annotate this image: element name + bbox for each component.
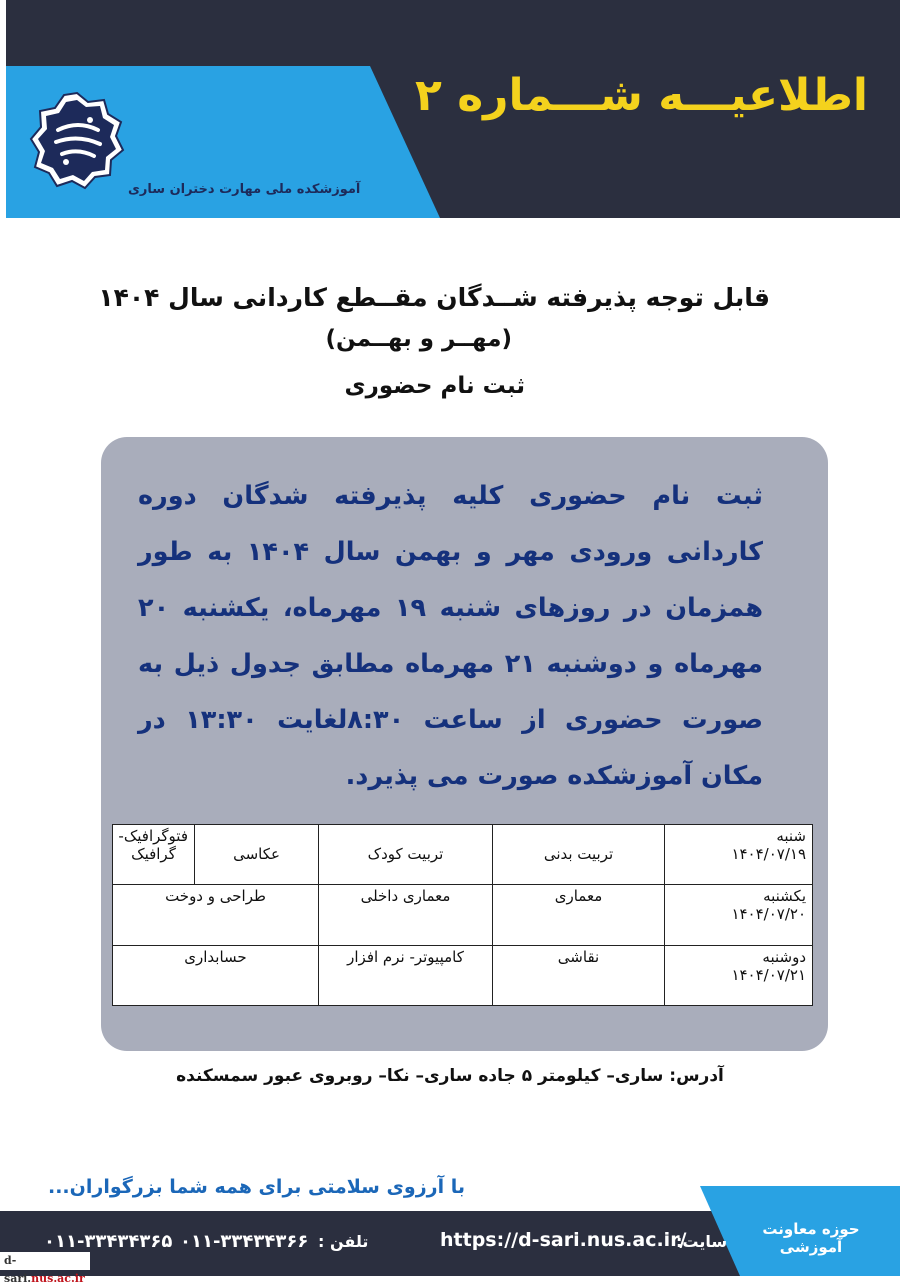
major-name: عکاسی [233,845,280,863]
major-cell [319,945,493,1005]
major-cell [493,945,665,1005]
office-name: حوزه معاونت آموزشی [762,1220,860,1256]
day-name: دوشنبه [762,947,806,966]
site-label: سایت: [676,1232,728,1251]
schedule-table [112,824,813,1006]
heading-admitted: قابل توجه پذیرفته شــدگان مقــطع کاردانی سال ۱۴۰۴ [98,283,770,312]
address: آدرس: ساری– کیلومتر ۵ جاده ساری– نکا– روبروی عبور سمسکنده [176,1066,724,1086]
major-cell [195,825,319,885]
major-cell [113,825,195,885]
university-logo-icon [28,90,126,190]
watermark-suffix: nus.ac.ir [31,1272,85,1285]
major-name: حسابداری [184,947,247,966]
site-link[interactable]: https://d-sari.nus.ac.ir/ [440,1229,687,1251]
major-name: معماری [554,887,603,906]
heading-registration: ثبت نام حضوری [344,373,525,399]
day-date: ۱۴۰۴/۰۷/۱۹ [731,845,806,863]
major-name: تربیت بدنی [543,845,614,863]
phone-number-2: ۰۱۱-۳۳۴۳۴۳۶۵ [44,1231,173,1252]
major-name: نقاشی [557,947,600,966]
major-cell [319,825,493,885]
day-date: ۱۴۰۴/۰۷/۲۰ [731,905,806,924]
major-name: تربیت کودک [367,845,444,863]
announcement-title: اطلاعیـــه شـــماره ۲ [415,70,868,121]
major-cell [493,885,665,945]
day-cell [665,945,813,1005]
major-name: طراحی و دوخت [165,887,266,906]
closing-wish: با آرزوی سلامتی برای همه شما بزرگواران... [48,1176,465,1198]
heading-semesters: (مهــر و بهــمن) [325,326,512,352]
institution-name: آموزشکده ملی مهارت دختران ساری [128,182,361,197]
major-name: معماری داخلی [360,887,451,906]
major-cell [319,885,493,945]
phone-label: تلفن : [318,1232,369,1251]
day-name: یکشنبه [763,887,806,906]
major-cell [493,825,665,885]
table-row [113,945,813,1005]
day-name: شنبه [776,827,806,845]
day-cell [665,885,813,945]
table-row [113,825,813,885]
watermark-domain: d-sari. [4,1254,32,1285]
major-name: کامپیوتر- نرم افزار [347,947,464,966]
day-date: ۱۴۰۴/۰۷/۲۱ [731,965,806,984]
left-edge-strip [0,0,6,218]
table-row [113,885,813,945]
day-cell [665,825,813,885]
major-name: فتوگرافیک- گرافیک [118,827,188,863]
phone-number-1: ۰۱۱-۳۳۴۳۴۳۶۶ [180,1231,309,1252]
registration-notice: ثبت نام حضوری کلیه پذیرفته شدگان دوره کاردانی ورودی مهر و بهمن سال ۱۴۰۴ به طور همزمان در روزهای شنبه ۱۹ مهرماه، یکشنبه ۲۰ مهرماه و دوشنبه ۲۱ مهرماه مطابق جدول ذیل به صورت حضوری از ساعت ۸:۳۰لغایت ۱۳:۳۰ در مکان آموزشکده صورت می پذیرد. [138,481,764,791]
major-cell [113,885,319,945]
site-watermark [0,1252,90,1285]
major-cell [113,945,319,1005]
